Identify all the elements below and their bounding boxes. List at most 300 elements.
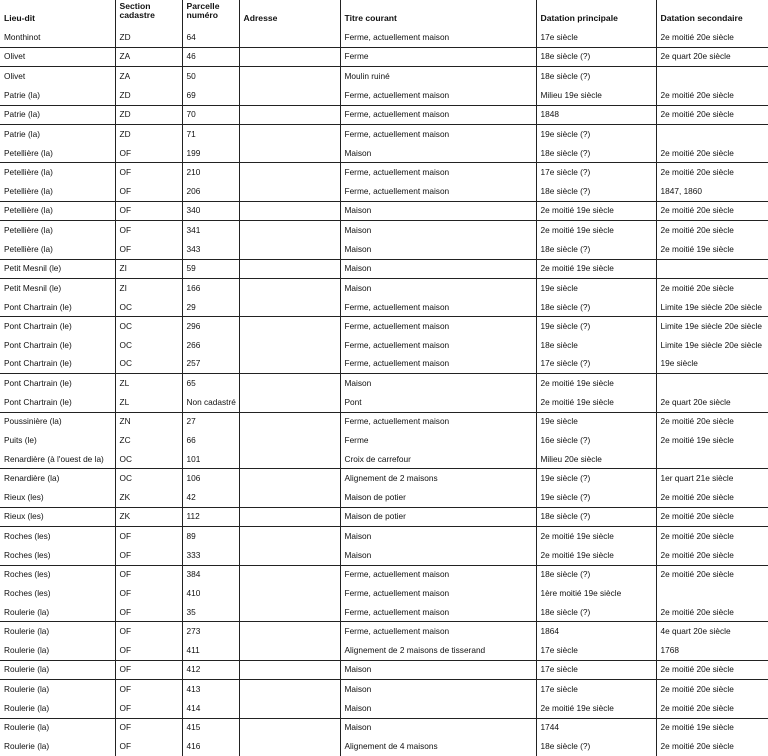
section-cell: ZA (115, 67, 182, 86)
header-row (0, 0, 768, 28)
section-cell: ZD (115, 86, 182, 105)
datation-secondaire-cell: Limite 19e siècle 20e siècle (656, 298, 768, 317)
datation-secondaire-cell: 19e siècle (656, 355, 768, 374)
adresse-cell (239, 317, 340, 336)
titre-cell: Ferme, actuellement maison (340, 622, 536, 641)
parcelle-cell: 71 (182, 125, 239, 144)
table-row (0, 125, 768, 144)
table-row (0, 86, 768, 105)
table-row (0, 603, 768, 622)
datation-principale-cell: 18e siècle (?) (536, 67, 656, 86)
table-row (0, 298, 768, 317)
datation-secondaire-cell: 2e moitié 20e siècle (656, 699, 768, 718)
adresse-cell (239, 527, 340, 546)
titre-cell: Maison (340, 374, 536, 393)
titre-cell: Maison (340, 718, 536, 737)
adresse-cell (239, 163, 340, 182)
lieu-dit-cell: Poussinière (la) (0, 412, 115, 431)
lieu-dit-cell: Roulerie (la) (4, 702, 50, 713)
datation-secondaire-cell: 1847, 1860 (656, 182, 768, 201)
table-row (0, 584, 768, 603)
datation-secondaire-cell: Limite 19e siècle 20e siècle (656, 336, 768, 355)
datation-principale-cell: 18e siècle (?) (536, 144, 656, 163)
datation-secondaire-cell (656, 67, 768, 86)
adresse-cell (239, 584, 340, 603)
table-row (0, 144, 768, 163)
titre-cell: Maison (340, 680, 536, 699)
parcelle-cell: 112 (182, 507, 239, 527)
table-row (0, 469, 768, 488)
datation-secondaire-cell: 2e moitié 20e siècle (656, 565, 768, 584)
titre-cell: Ferme, actuellement maison (340, 355, 536, 374)
datation-secondaire-cell: 2e quart 20e siècle (656, 47, 768, 67)
adresse-cell (239, 47, 340, 67)
datation-principale-cell: 19e siècle (?) (536, 317, 656, 336)
section-cell: OF (115, 680, 182, 699)
parcelle-cell: 333 (182, 546, 239, 565)
section-cell: ZI (115, 259, 182, 279)
table-row (0, 105, 768, 125)
titre-cell: Ferme, actuellement maison (340, 584, 536, 603)
section-cell: ZL (115, 374, 182, 393)
adresse-cell (239, 660, 340, 680)
adresse-cell (239, 469, 340, 488)
parcelle-cell: 415 (182, 718, 239, 737)
parcelle-cell: 416 (182, 737, 239, 756)
table-row (0, 393, 768, 412)
adresse-cell (239, 144, 340, 163)
table-row (0, 163, 768, 182)
table-row (0, 221, 768, 240)
datation-principale-cell: 2e moitié 19e siècle (536, 546, 656, 565)
titre-cell: Ferme, actuellement maison (340, 336, 536, 355)
section-cell: OF (115, 144, 182, 163)
section-cell: OC (115, 298, 182, 317)
lieu-dit-cell: Roulerie (la) (0, 622, 115, 641)
datation-secondaire-cell: 2e moitié 20e siècle (656, 527, 768, 546)
table-row (0, 699, 768, 718)
lieu-dit-cell: Roulerie (la) (4, 644, 50, 655)
datation-secondaire-cell (656, 125, 768, 144)
section-cell: ZL (115, 393, 182, 412)
parcelle-cell: 266 (182, 336, 239, 355)
adresse-cell (239, 641, 340, 660)
table-row (0, 431, 768, 450)
titre-cell: Alignement de 2 maisons (340, 469, 536, 488)
adresse-cell (239, 355, 340, 374)
lieu-dit-cell: Renardière (à l'ouest de la) (4, 453, 104, 464)
header-datation-secondaire: Datation secondaire (656, 0, 768, 28)
section-cell: ZC (115, 431, 182, 450)
lieu-dit-cell: Rieux (les) (0, 507, 115, 527)
parcelle-cell: 29 (182, 298, 239, 317)
lieu-dit-cell: Patrie (la) (4, 89, 40, 100)
datation-secondaire-cell: 2e moitié 20e siècle (656, 680, 768, 699)
titre-cell: Moulin ruiné (340, 67, 536, 86)
section-cell: OF (115, 182, 182, 201)
adresse-cell (239, 28, 340, 47)
titre-cell: Ferme, actuellement maison (340, 86, 536, 105)
section-cell: ZD (115, 105, 182, 125)
section-cell: OC (115, 355, 182, 374)
parcelle-cell: 101 (182, 450, 239, 469)
datation-secondaire-cell: 2e moitié 20e siècle (656, 660, 768, 680)
adresse-cell (239, 298, 340, 317)
table-row (0, 718, 768, 737)
section-cell: OF (115, 603, 182, 622)
lieu-dit-cell: Monthinot (4, 31, 41, 42)
adresse-cell (239, 737, 340, 756)
header-adresse: Adresse (239, 0, 340, 28)
section-cell: OC (115, 317, 182, 336)
section-cell: ZK (115, 488, 182, 507)
parcelle-cell: 59 (182, 259, 239, 279)
parcelle-cell: 66 (182, 431, 239, 450)
adresse-cell (239, 488, 340, 507)
parcelle-cell: 50 (182, 67, 239, 86)
datation-secondaire-cell (656, 450, 768, 469)
adresse-cell (239, 374, 340, 393)
header-parcelle-numero: Parcelle numéro (182, 0, 239, 28)
titre-cell: Maison (340, 660, 536, 680)
section-cell: OF (115, 737, 182, 756)
datation-principale-cell: Milieu 19e siècle (536, 86, 656, 105)
datation-principale-cell: 19e siècle (?) (536, 469, 656, 488)
table-row (0, 259, 768, 279)
lieu-dit-cell: Roches (les) (0, 565, 115, 584)
datation-secondaire-cell: 2e moitié 20e siècle (656, 221, 768, 240)
parcelle-cell: 64 (182, 28, 239, 47)
lieu-dit-cell: Petit Mesnil (le) (0, 259, 115, 279)
datation-principale-cell: 18e siècle (?) (536, 182, 656, 201)
datation-secondaire-cell: 4e quart 20e siècle (656, 622, 768, 641)
section-cell: ZI (115, 279, 182, 298)
parcelle-cell: 340 (182, 201, 239, 221)
table-row (0, 355, 768, 374)
adresse-cell (239, 240, 340, 259)
adresse-cell (239, 279, 340, 298)
titre-cell: Maison (340, 201, 536, 221)
titre-cell: Croix de carrefour (340, 450, 536, 469)
titre-cell: Maison de potier (340, 488, 536, 507)
datation-principale-cell: 1864 (536, 622, 656, 641)
adresse-cell (239, 718, 340, 737)
datation-principale-cell: 2e moitié 19e siècle (536, 259, 656, 279)
datation-secondaire-cell: 2e moitié 20e siècle (656, 86, 768, 105)
section-cell: OF (115, 565, 182, 584)
table-row (0, 622, 768, 641)
datation-secondaire-cell: 1er quart 21e siècle (656, 469, 768, 488)
titre-cell: Maison (340, 527, 536, 546)
datation-secondaire-cell (656, 584, 768, 603)
header-section-cadastre: Section cadastre (115, 0, 182, 28)
adresse-cell (239, 603, 340, 622)
lieu-dit-cell: Pont Chartrain (le) (4, 396, 72, 407)
lieu-dit-cell: Petellière (la) (4, 147, 53, 158)
adresse-cell (239, 336, 340, 355)
parcelle-cell: 296 (182, 317, 239, 336)
parcelle-cell: 35 (182, 603, 239, 622)
titre-cell: Maison (340, 699, 536, 718)
parcelle-cell: Non cadastré (182, 393, 239, 412)
lieu-dit-cell: Pont Chartrain (le) (4, 301, 72, 312)
datation-principale-cell: 18e siècle (?) (536, 240, 656, 259)
datation-principale-cell: 17e siècle (?) (536, 355, 656, 374)
table-row (0, 240, 768, 259)
datation-secondaire-cell: 2e moitié 20e siècle (656, 412, 768, 431)
datation-principale-cell: 2e moitié 19e siècle (536, 393, 656, 412)
titre-cell: Ferme, actuellement maison (340, 317, 536, 336)
table-row (0, 737, 768, 756)
table-row (0, 182, 768, 201)
adresse-cell (239, 125, 340, 144)
datation-principale-cell: 18e siècle (?) (536, 565, 656, 584)
datation-principale-cell: 1744 (536, 718, 656, 737)
parcelle-cell: 106 (182, 469, 239, 488)
table-row (0, 680, 768, 699)
header-titre-courant: Titre courant (340, 0, 536, 28)
datation-secondaire-cell: Limite 19e siècle 20e siècle (656, 317, 768, 336)
table-row (0, 488, 768, 507)
adresse-cell (239, 450, 340, 469)
titre-cell: Ferme, actuellement maison (340, 105, 536, 125)
datation-principale-cell: 18e siècle (?) (536, 603, 656, 622)
table-body (0, 28, 768, 756)
adresse-cell (239, 507, 340, 527)
datation-principale-cell: 16e siècle (?) (536, 431, 656, 450)
adresse-cell (239, 105, 340, 125)
parcelle-cell: 343 (182, 240, 239, 259)
lieu-dit-cell: Petellière (la) (0, 163, 115, 182)
parcelle-cell: 199 (182, 144, 239, 163)
lieu-dit-cell: Puits (le) (4, 434, 37, 445)
section-cell: OF (115, 527, 182, 546)
datation-principale-cell: 17e siècle (536, 660, 656, 680)
titre-cell: Ferme, actuellement maison (340, 182, 536, 201)
datation-secondaire-cell: 2e moitié 20e siècle (656, 488, 768, 507)
section-cell: OF (115, 584, 182, 603)
adresse-cell (239, 431, 340, 450)
section-cell: OF (115, 546, 182, 565)
lieu-dit-cell: Roulerie (la) (0, 660, 115, 680)
datation-principale-cell: 2e moitié 19e siècle (536, 221, 656, 240)
lieu-dit-cell: Petellière (la) (4, 243, 53, 254)
adresse-cell (239, 546, 340, 565)
datation-principale-cell: 2e moitié 19e siècle (536, 201, 656, 221)
datation-secondaire-cell: 2e moitié 19e siècle (656, 240, 768, 259)
table-row (0, 527, 768, 546)
section-cell: ZN (115, 412, 182, 431)
adresse-cell (239, 565, 340, 584)
parcelle-cell: 411 (182, 641, 239, 660)
datation-principale-cell: 18e siècle (?) (536, 737, 656, 756)
parcelle-cell: 412 (182, 660, 239, 680)
lieu-dit-cell: Rieux (les) (4, 491, 44, 502)
datation-principale-cell: 1ère moitié 19e siècle (536, 584, 656, 603)
titre-cell: Alignement de 2 maisons de tisserand (340, 641, 536, 660)
lieu-dit-cell: Pont Chartrain (le) (4, 339, 72, 350)
titre-cell: Alignement de 4 maisons (340, 737, 536, 756)
adresse-cell (239, 86, 340, 105)
section-cell: OF (115, 641, 182, 660)
titre-cell: Ferme, actuellement maison (340, 412, 536, 431)
datation-secondaire-cell: 2e moitié 20e siècle (656, 201, 768, 221)
section-cell: OC (115, 469, 182, 488)
titre-cell: Maison (340, 546, 536, 565)
adresse-cell (239, 699, 340, 718)
datation-principale-cell: 2e moitié 19e siècle (536, 699, 656, 718)
parcelle-cell: 413 (182, 680, 239, 699)
section-cell: OC (115, 450, 182, 469)
datation-principale-cell: 2e moitié 19e siècle (536, 527, 656, 546)
datation-principale-cell: 19e siècle (536, 412, 656, 431)
table-row (0, 546, 768, 565)
lieu-dit-cell: Roulerie (la) (0, 680, 115, 699)
datation-secondaire-cell: 2e moitié 20e siècle (656, 546, 768, 565)
section-cell: ZK (115, 507, 182, 527)
lieu-dit-cell: Roulerie (la) (4, 740, 50, 751)
datation-principale-cell: 1848 (536, 105, 656, 125)
datation-secondaire-cell: 2e moitié 20e siècle (656, 163, 768, 182)
titre-cell: Ferme, actuellement maison (340, 603, 536, 622)
lieu-dit-cell: Roulerie (la) (4, 606, 50, 617)
section-cell: ZD (115, 28, 182, 47)
titre-cell: Ferme, actuellement maison (340, 565, 536, 584)
datation-secondaire-cell: 2e quart 20e siècle (656, 393, 768, 412)
parcelle-cell: 65 (182, 374, 239, 393)
titre-cell: Maison (340, 259, 536, 279)
adresse-cell (239, 67, 340, 86)
datation-secondaire-cell: 2e moitié 20e siècle (656, 28, 768, 47)
section-cell: OF (115, 660, 182, 680)
adresse-cell (239, 393, 340, 412)
datation-secondaire-cell: 2e moitié 20e siècle (656, 105, 768, 125)
lieu-dit-cell: Olivet (0, 67, 115, 86)
titre-cell: Maison de potier (340, 507, 536, 527)
titre-cell: Maison (340, 221, 536, 240)
table-row (0, 336, 768, 355)
titre-cell: Maison (340, 240, 536, 259)
datation-principale-cell: 19e siècle (536, 279, 656, 298)
datation-principale-cell: 19e siècle (?) (536, 125, 656, 144)
datation-principale-cell: 18e siècle (?) (536, 298, 656, 317)
lieu-dit-cell: Patrie (la) (0, 125, 115, 144)
titre-cell: Ferme, actuellement maison (340, 163, 536, 182)
datation-principale-cell: 18e siècle (?) (536, 507, 656, 527)
parcelle-cell: 89 (182, 527, 239, 546)
section-cell: OF (115, 718, 182, 737)
titre-cell: Ferme (340, 47, 536, 67)
section-cell: OF (115, 699, 182, 718)
adresse-cell (239, 259, 340, 279)
adresse-cell (239, 201, 340, 221)
table-row (0, 660, 768, 680)
table-row (0, 47, 768, 67)
datation-secondaire-cell: 2e moitié 20e siècle (656, 603, 768, 622)
adresse-cell (239, 622, 340, 641)
table-row (0, 201, 768, 221)
datation-secondaire-cell (656, 259, 768, 279)
header-lieu-dit: Lieu-dit (4, 13, 36, 23)
parcelle-cell: 70 (182, 105, 239, 125)
table-row (0, 374, 768, 393)
datation-secondaire-cell: 2e moitié 19e siècle (656, 718, 768, 737)
lieu-dit-cell: Petellière (la) (0, 221, 115, 240)
parcelle-cell: 46 (182, 47, 239, 67)
adresse-cell (239, 412, 340, 431)
section-cell: ZA (115, 47, 182, 67)
datation-secondaire-cell: 1768 (656, 641, 768, 660)
table-row (0, 67, 768, 86)
adresse-cell (239, 680, 340, 699)
lieu-dit-cell: Olivet (0, 47, 115, 67)
parcelle-cell: 341 (182, 221, 239, 240)
datation-secondaire-cell: 2e moitié 20e siècle (656, 737, 768, 756)
section-cell: OF (115, 201, 182, 221)
datation-secondaire-cell: 2e moitié 20e siècle (656, 279, 768, 298)
lieu-dit-cell: Petellière (la) (0, 201, 115, 221)
table-row (0, 565, 768, 584)
parcelle-cell: 410 (182, 584, 239, 603)
header-datation-principale: Datation principale (536, 0, 656, 28)
datation-principale-cell: 19e siècle (?) (536, 488, 656, 507)
parcelle-cell: 273 (182, 622, 239, 641)
titre-cell: Pont (340, 393, 536, 412)
datation-principale-cell: 17e siècle (536, 680, 656, 699)
datation-principale-cell: 18e siècle (536, 336, 656, 355)
table-row (0, 450, 768, 469)
section-cell: OC (115, 336, 182, 355)
lieu-dit-cell: Pont Chartrain (le) (0, 374, 115, 393)
parcelle-cell: 384 (182, 565, 239, 584)
titre-cell: Maison (340, 279, 536, 298)
datation-principale-cell: 17e siècle (536, 641, 656, 660)
parcelle-cell: 206 (182, 182, 239, 201)
table-row (0, 279, 768, 298)
lieu-dit-cell: Roulerie (la) (0, 718, 115, 737)
parcelle-cell: 166 (182, 279, 239, 298)
section-cell: OF (115, 221, 182, 240)
datation-secondaire-cell: 2e moitié 20e siècle (656, 144, 768, 163)
table-row (0, 641, 768, 660)
lieu-dit-cell: Petit Mesnil (le) (0, 279, 115, 298)
lieu-dit-cell: Patrie (la) (0, 105, 115, 125)
titre-cell: Ferme, actuellement maison (340, 28, 536, 47)
parcelle-cell: 69 (182, 86, 239, 105)
lieu-dit-cell: Roches (les) (4, 549, 51, 560)
titre-cell: Ferme, actuellement maison (340, 298, 536, 317)
datation-secondaire-cell (656, 374, 768, 393)
lieu-dit-cell: Renardière (la) (0, 469, 115, 488)
adresse-cell (239, 221, 340, 240)
table-row (0, 507, 768, 527)
section-cell: OF (115, 163, 182, 182)
section-cell: OF (115, 622, 182, 641)
titre-cell: Ferme (340, 431, 536, 450)
lieu-dit-cell: Roches (les) (4, 587, 51, 598)
table-row (0, 28, 768, 47)
table-row (0, 317, 768, 336)
parcelle-cell: 27 (182, 412, 239, 431)
lieu-dit-cell: Roches (les) (0, 527, 115, 546)
titre-cell: Maison (340, 144, 536, 163)
datation-principale-cell: 17e siècle (536, 28, 656, 47)
parcelle-cell: 42 (182, 488, 239, 507)
datation-secondaire-cell: 2e moitié 19e siècle (656, 431, 768, 450)
datation-principale-cell: 18e siècle (?) (536, 47, 656, 67)
lieu-dit-cell: Petellière (la) (4, 185, 53, 196)
section-cell: ZD (115, 125, 182, 144)
